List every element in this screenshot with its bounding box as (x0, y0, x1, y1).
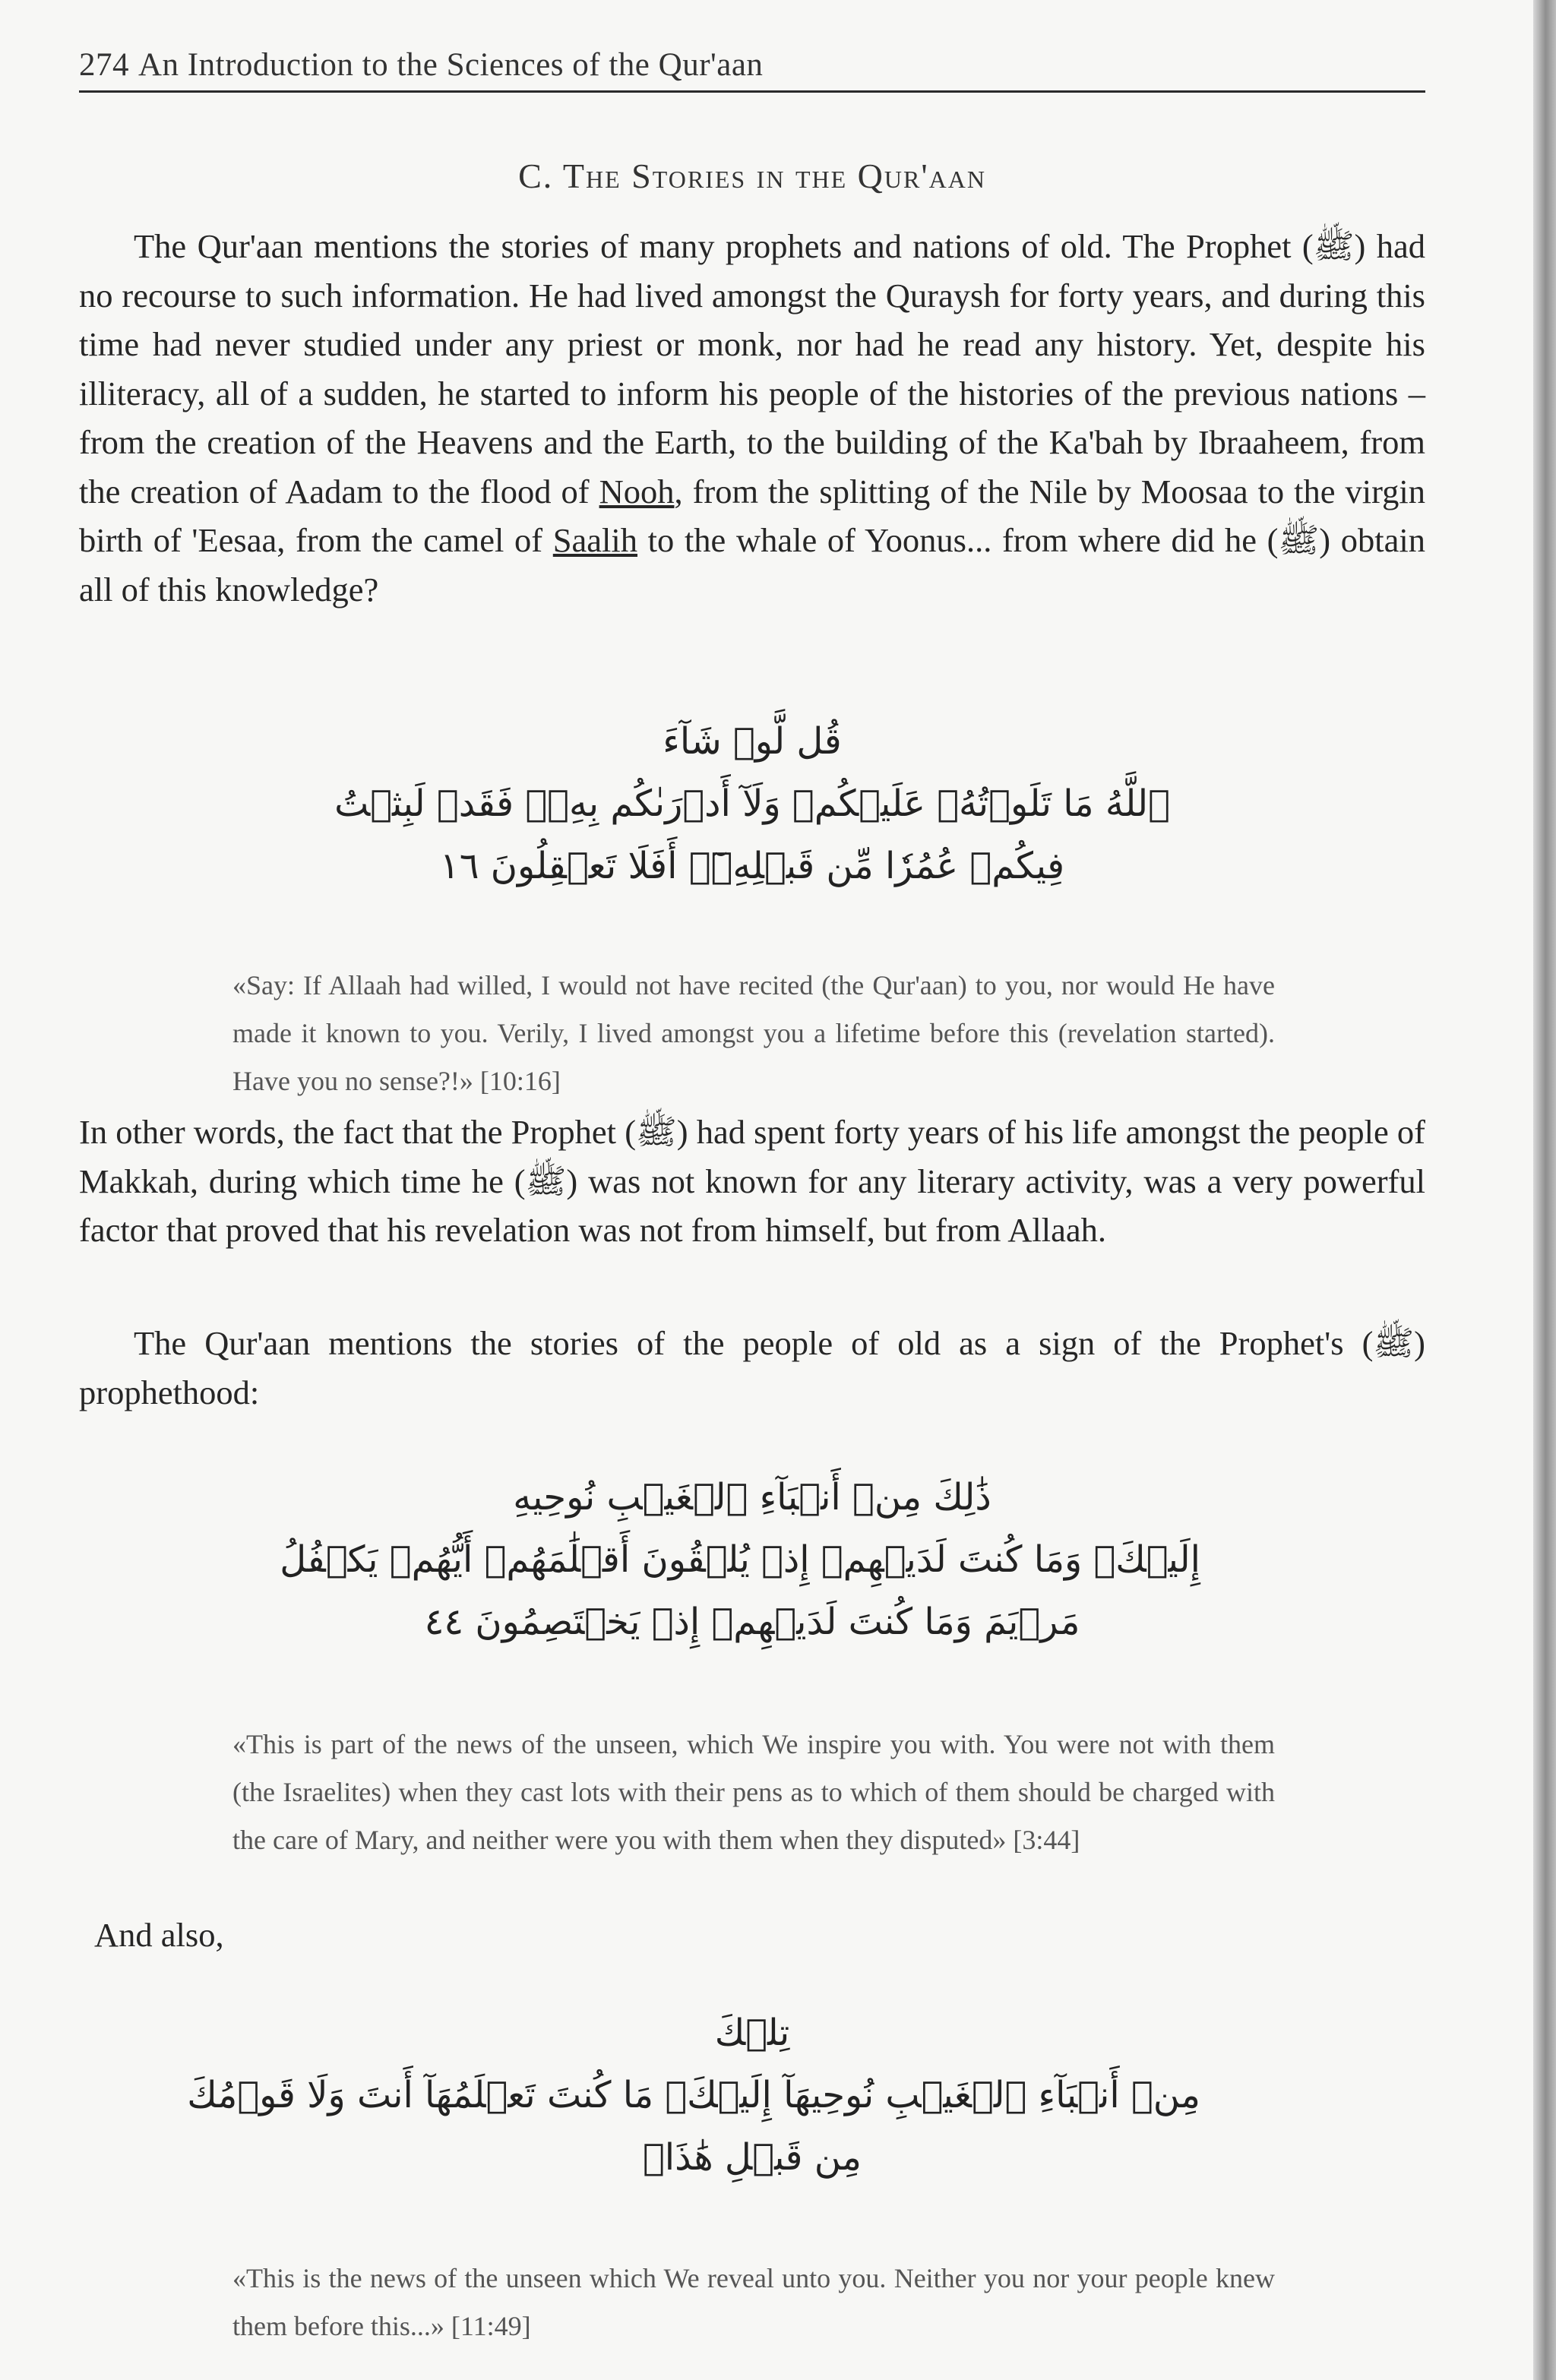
paragraph-2: In other words, the fact that the Prophet (ﷺ) had spent forty years of his life amongst the people of Makkah, during which time he (ﷺ) was not known for any literary activity, was a very powerful factor that proved that his revelation was not from himself, but from Allaah. (79, 1113, 1425, 1249)
verse-translation-10-16: «Say: If Allaah had willed, I would not have recited (the Qur'aan) to you, nor would He have made it known to you. Verily, I lived amongst you a lifetime before this (revelation started). Have you no sense?!» [10:16] (232, 970, 1275, 1096)
quran-verse-11-49 (187, 2002, 1200, 2189)
paragraph-3: The Qur'aan mentions the stories of the people of old as a sign of the Prophet's (ﷺ) prophethood: (79, 1324, 1425, 1411)
page-edge-shadow (1533, 0, 1556, 2380)
quran-verse-3-44 (280, 1466, 1200, 1653)
verse-line: مَرۡيَمَ وَمَا كُنتَ لَدَيۡهِمۡ إِذۡ يَخۡتَصِمُونَ ٤٤ (424, 1601, 1080, 1643)
verse-line: مِن قَبۡلِ هَٰذَاۖ (643, 2136, 862, 2179)
quran-verse-10-16 (304, 710, 1200, 897)
verse-line: تِلۡكَ (714, 2012, 790, 2054)
verse-line: فِيكُمۡ عُمُرٗا مِّن قَبۡلِهِۦٓۚ أَفَلَا تَعۡقِلُونَ ١٦ (439, 845, 1065, 887)
paragraph-1 (79, 222, 1425, 614)
book-title: An Introduction to the Sciences of the Qur'aan (138, 47, 764, 83)
verse-translation-3-44: «This is part of the news of the unseen, which We inspire you with. You were not with them (the Israelites) when they cast lots with their pens as to which of them should be charged with the care of Mary, and neither were you with them when they disputed» [3:44] (232, 1729, 1275, 1855)
verse-line: إِلَيۡكَۚ وَمَا كُنتَ لَدَيۡهِمۡ إِذۡ يُلۡقُونَ أَقۡلَٰمَهُمۡ أَيُّهُمۡ يَكۡفُلُ (280, 1538, 1200, 1581)
verse-line: ٱللَّهُ مَا تَلَوۡتُهُۥ عَلَيۡكُمۡ وَلَآ أَدۡرَىٰكُم بِهِۦۖ فَقَدۡ لَبِثۡتُ (334, 782, 1170, 825)
paragraph-1-part-2: , from the splitting of the Nile by Moosaa to the virgin birth of 'Eesaa, from the camel of (79, 472, 1425, 559)
paragraph-1-part-1: The Qur'aan mentions the stories of many prophets and nations of old. The Prophet (ﷺ) had no recourse to such information. He had lived amongst the Quraysh for forty years, and during this time had never studied under any priest or monk, nor had he read any history. Yet, despite his illiteracy, all of a sudden, he started to inform his people of the histories of the previous nations – from the creation of the Heavens and the Earth, to the building of the Ka'bah by Ibraaheem, from the creation of Aadam to the flood of (79, 227, 1425, 510)
verse-line: قُل لَّوۡ شَآءَ (663, 720, 842, 763)
paragraph-4: And also, (94, 1916, 224, 1954)
name-nooh: Nooh (599, 472, 675, 510)
name-saalih: Saalih (552, 521, 638, 559)
running-head (79, 47, 1425, 93)
verse-line: ذَٰلِكَ مِنۡ أَنۢبَآءِ ٱلۡغَيۡبِ نُوحِيهِ (513, 1476, 991, 1519)
page-number: 274 (79, 47, 129, 83)
paragraph-1-part-3: to the whale of Yoonus... from where did he (ﷺ) obtain all of this knowledge? (79, 521, 1425, 608)
verse-line: مِنۡ أَنۢبَآءِ ٱلۡغَيۡبِ نُوحِيهَآ إِلَيۡكَۖ مَا كُنتَ تَعۡلَمُهَآ أَنتَ وَلَا قَوۡمُكَ (187, 2074, 1200, 2116)
section-heading: C. The Stories in the Qur'aan (518, 156, 986, 195)
verse-translation-11-49: «This is the news of the unseen which We reveal unto you. Neither you nor your people knew them before this...» [11:49] (232, 2263, 1275, 2341)
